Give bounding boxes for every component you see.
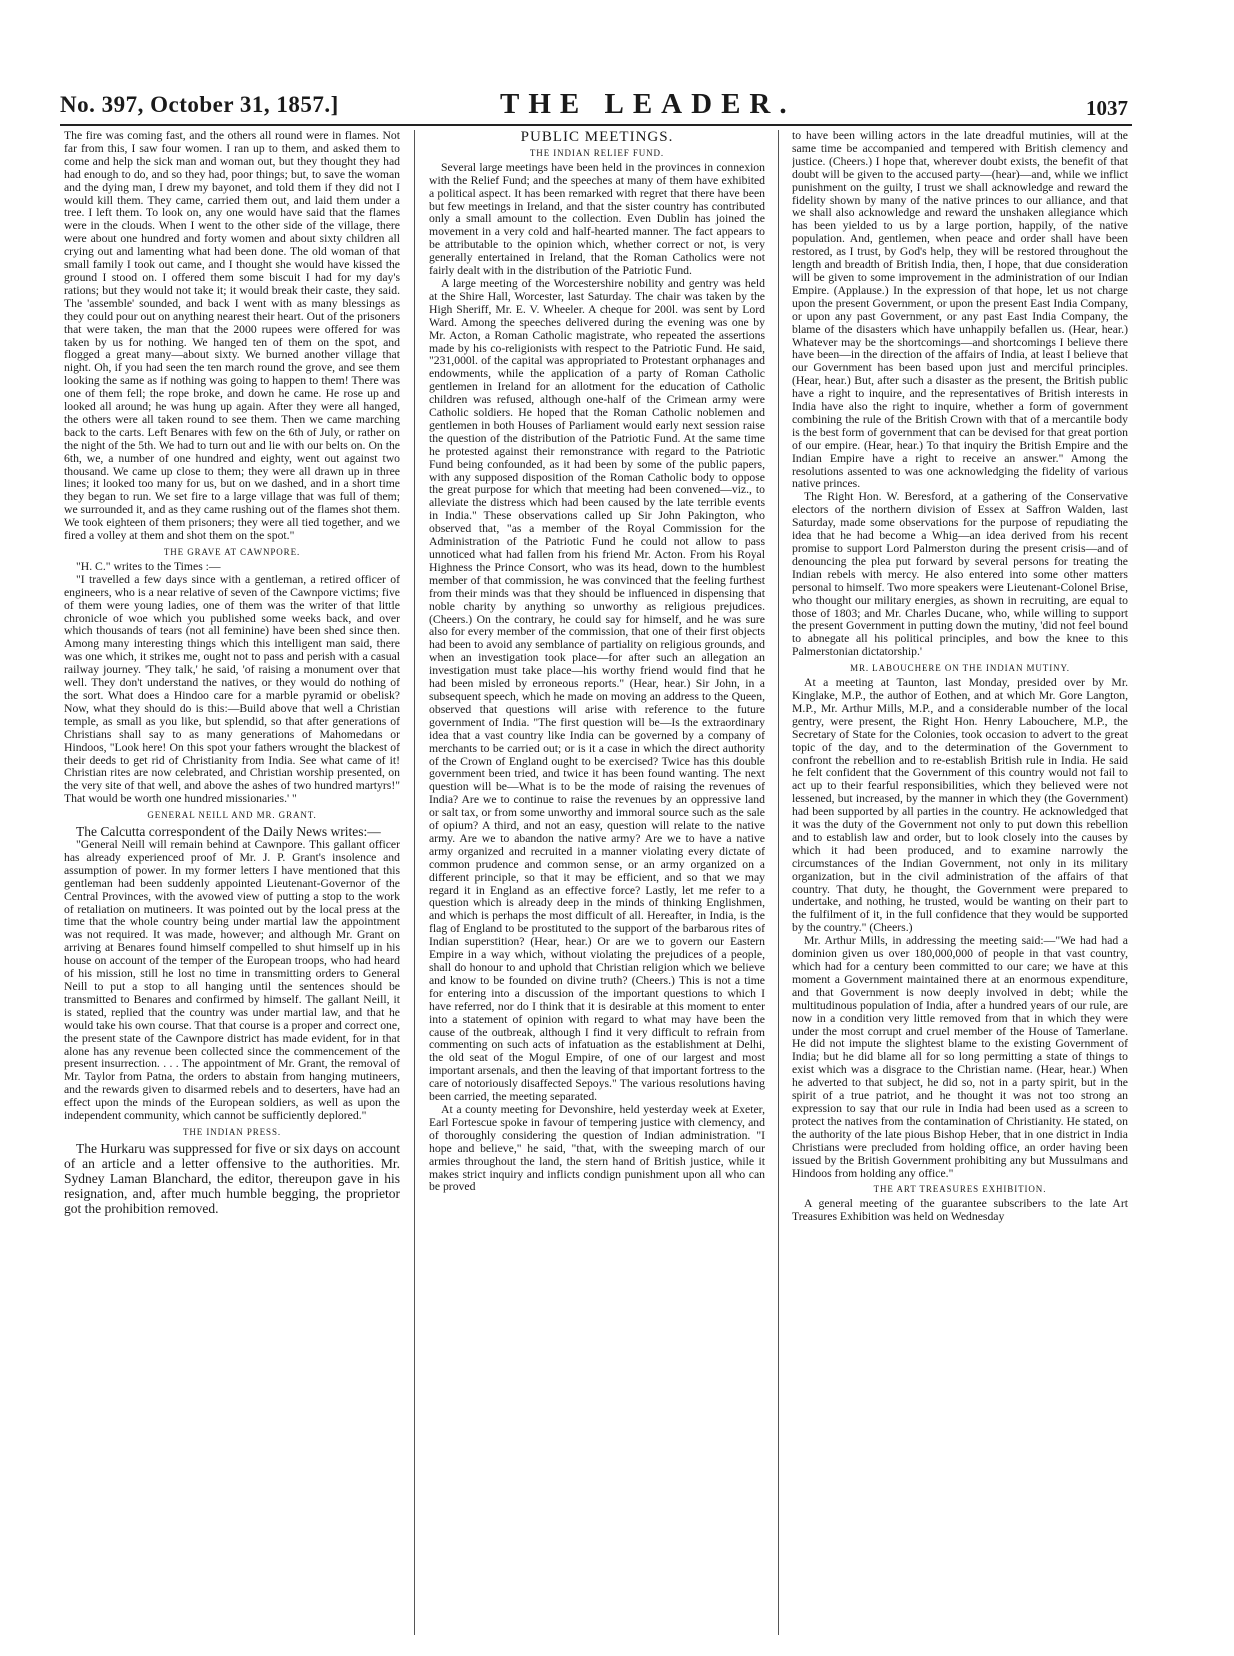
section-heading-relief-fund: THE INDIAN RELIEF FUND.: [529, 147, 665, 158]
section-heading-art-treasures: THE ART TREASURES EXHIBITION.: [873, 1184, 1047, 1195]
column-3: [792, 130, 1128, 1635]
section-heading-grave-cawnpore: THE GRAVE AT CAWNPORE.: [163, 547, 301, 557]
paragraph: "H. C." writes to the Times :—: [76, 559, 221, 573]
column-1: [64, 130, 400, 1635]
paragraph: "General Neill will remain behind at Cawnpore. This gallant officer has already experienced proof of Mr. J. P. Grant's insolence and assumption of power. In my former letters I have mentioned that this gentleman had been suddenly appointed Lieutenant-Governor of the Central Provinces, with the avowed view of putting a stop to the work of retaliation on mutineers. It was pointed out by the local press at the time that the whole country being under martial law the appointment was not required. It was made, however; and although Mr. Grant on arriving at Benares found himself compelled to shut himself up in his house on account of the temper of the European troops, who had heard of his mission, still he lost no time in transmitting orders to General Neill to put a stop to all hanging until the sentences should be transmitted to Benares and confirmed by himself. The gallant Neill, it is stated, replied that the country was under martial law, and that he would take his own course. That that course is a proper and correct one, the present state of the Cawnpore district has made evident, for in that alone has any revenue been collected since the commencement of the present insurrection. . . . The appointment of Mr. Grant, the removal of Mr. Taylor from Patna, the orders to abstain from hanging mutineers, and the rewards given to disarmed rebels and to deserters, have had an effect upon the minds of the European soldiers, as well as upon the independent community, which cannot be sufficiently deplored.": [64, 838, 400, 1123]
paragraph: The Calcutta correspondent of the Daily News writes:—: [76, 824, 381, 840]
paragraph: A general meeting of the guarantee subscribers to the late Art Treasures Exhibition was held on Wednesday: [792, 1197, 1128, 1224]
paragraph: A large meeting of the Worcestershire nobility and gentry was held at the Shire Hall, Worcester, last Saturday. The chair was taken by the High Sheriff, Mr. E. V. Wheeler. A cheque for 200l. was sent by Lord Ward. Among the speeches delivered during the evening was one by Mr. Acton, a Roman Catholic magistrate, who repeated the assertions made by his co-religionists with respect to the Patriotic Fund. He said, "231,000l. of the capital was appropriated to Protestant orphanages and endowments, while the application of a party of Roman Catholic gentlemen in Ireland for an allotment for the education of Catholic children was refused, although one-half of the Crimean army were Catholic soldiers. He hoped that the Roman Catholic noblemen and gentlemen in both Houses of Parliament would early next session raise the question of the distribution of the Patriotic Fund. At the same time he protested against their remonstrance with regard to the Patriotic Fund being confounded, as it had been by some of the public papers, with any supposed disposition of the Roman Catholic body to oppose the great purpose for which that meeting had been convened—viz., to alleviate the distress which had been caused by the late terrible events in India." These observations called up Sir John Pakington, who observed that, "as a member of the Royal Commission for the Administration of the Patriotic Fund he could not allow to pass unnoticed what had fallen from his friend Mr. Acton. From his Royal Highness the Prince Consort, who was its head, down to the humblest member of that commission, he was convinced that the feeling furthest from their minds was that they should be influenced in dispensing that noble charity by anything so unworthy as religious prejudices. (Cheers.) On the contrary, he could say for himself, and he was sure also for every member of the commission, that one of their first objects had been to avoid any semblance of partiality on religious grounds, and when an investigation took place—for after such an allegation an investigation must take place—his worthy friend would find that he had been misled by erroneous reports." (Hear, hear.) Sir John, in a subsequent speech, which he made on moving an address to the Queen, observed that questions will arise with reference to the future government of India. "The first question will be—Is the extraordinary idea that a vast country like India can be governed by a company of merchants to be carried out; or is it a case in which the direct authority of the Crown of England ought to be exercised? Twice has this double government been tried, and twice it has been found wanting. The next question will be—What is to be the mode of raising the revenues of India? Are we to continue to raise the revenues by an oppressive land or salt tax, or from some unworthy and immoral source such as the sale of opium? A third, and not an easy, question will relate to the native army. Are we to abandon the native army? Are we to have a native army organized and recruited in a manner violating every dictate of common prudence and common sense, or an army organized on a different principle, so that it may be efficient, and so that we may regard it in England as an effective force? Lastly, let me refer to a question which is already deep in the minds of thinking Englishmen, and which is perhaps the most difficult of all. Hereafter, in India, is the flag of England to be prostituted to the support of the barbarous rites of Indian superstition? (Hear, hear.) Or are we to govern our Eastern Empire in a way which, without violating the prejudices of a people, shall do honour to and uphold that Christian religion which we believe and know to be founded on divine truth? (Cheers.) This is not a time for entering into a discussion of the important questions to which I have referred, nor do I think that it is desirable at this moment to enter into a statement of opinion with regard to what may have been the cause of the outbreak, although I find it very difficult to refrain from commenting on such acts of infatuation as the establishment at Delhi, the old seat of the Mogul Empire, of one of our largest and most important arsenals, and then the leaving of that important fortress to the care of notoriously disaffected Sepoys." The various resolutions having been carried, the meeting separated.: [429, 276, 765, 1104]
article-title-public-meetings: PUBLIC MEETINGS.: [520, 130, 674, 145]
masthead: [60, 84, 1132, 126]
section-heading-indian-press: THE INDIAN PRESS.: [182, 1126, 282, 1137]
paragraph: At a county meeting for Devonshire, held yesterday week at Exeter, Earl Fortescue spoke in favour of tempering justice with clemency, and of thoroughly considering the question of Indian administration. "I hope and believe," he said, "that, with the sweeping march of our armies throughout the land, the stern hand of British justice, while it makes strict inquiry and inflicts condign punishment upon all who can be proved: [429, 1102, 765, 1194]
column-rule: [778, 130, 779, 1635]
issue-line: No. 397, October 31, 1857.]: [60, 92, 339, 117]
paragraph: The Hurkaru was suppressed for five or six days on account of an article and a letter offensive to the authorities. Mr. Sydney Laman Blanchard, the editor, thereupon gave in his resignation, and, after much humble begging, the proprietor got the prohibition removed.: [64, 1140, 400, 1216]
paragraph: At a meeting at Taunton, last Monday, presided over by Mr. Kinglake, M.P., the author of Eothen, and at which Mr. Gore Langton, M.P., Mr. Arthur Mills, M.P., and a considerable number of the local gentry, were present, the Right Hon. Henry Labouchere, M.P., the Secretary of State for the Colonies, took occasion to advert to the great topic of the day, and to the determination of the Government to confront the rebellion and to re-establish British rule in India. He said he felt confident that the Government of this country would not fail to act up to their fearful responsibilities, which they believed were not lessened, but increased, by the manner in which they (the Government) had been supported by all parties in the country. He acknowledged that it was the duty of the Government not only to put down this rebellion and to establish law and order, but to look closely into the causes by which it had been produced, and to examine narrowly the circumstances of the Indian Government, not only in its military organization, but in the civil administration of the affairs of that country. That duty, he thought, the Government were prepared to undertake, and nothing, he trusted, would be wanting on their part to the fulfilment of it, in the full confidence that they would be supported by the country." (Cheers.): [792, 676, 1128, 935]
section-heading-neill-grant: GENERAL NEILL AND MR. GRANT.: [147, 810, 317, 821]
paragraph: Several large meetings have been held in the provinces in connexion with the Relief Fund; and the speeches at many of them have exhibited a political aspect. It has been remarked with regret that there have been but few meetings in Ireland, and that the sister country has contributed only a small amount to the collection. Even Dublin has joined the movement in a very cold and half-hearted manner. The fact appears to be attributable to the opinion which, whether correct or not, is very generally entertained in Ireland, that the Roman Catholics were not fairly dealt with in the distribution of the Patriotic Fund.: [429, 160, 765, 278]
page-number: 1037: [1086, 96, 1128, 120]
paragraph: The Right Hon. W. Beresford, at a gathering of the Conservative electors of the northern division of Essex at Saffron Walden, last Saturday, made some observations for the purpose of repudiating the idea that he had become a Whig—an idea derived from his recent promise to support Lord Palmerston during the present crisis—and of denouncing the plea put forward by several persons for treating the Indian rebels with mercy. He also entered into some other matters personal to himself. Two more speakers were Lieutenant-Colonel Brise, who thought our military energies, as shown in recruiting, are equal to those of 1803; and Mr. Charles Ducane, who, while willing to support the present Government in putting down the mutiny, 'did not feel bound to abnegate all his political principles, and bow the knee to this Palmerstonian dictatorship.': [792, 490, 1128, 659]
letter-continuation: The fire was coming fast, and the others all round were in flames. Not far from this, I saw four women. I ran up to them, and asked them to come and help the sick man and woman out, but they thought they had had enough to do, and so they had, poor things; but, to save the woman and the dying man, I drew my bayonet, and told them if they did not I would kill them. They came, carried them out, and laid them under a tree. I left them. To look on, any one would have said that the flames were in the clouds. When I went to the other side of the village, there were about one hundred and forty women and about sixty children all crying out and lamenting what had been done. The old woman of that small family I took out came, and I thought she would have kissed the ground I stood on. I offered them some biscuit I had for my day's rations; but they would not take it; it would break their caste, they said. The 'assemble' sounded, and back I went with as many blessings as they could pour out on anything nearest their heart. Out of the prisoners that were taken, the man that the 2000 rupees were offered for was taken by us for nothing. We hanged ten of them on the spot, and flogged a great many—about sixty. We burned another village that night. Oh, if you had seen the ten march round the grove, and see them looking the same as if nothing was going to happen to them! There was one of them fell; the rope broke, and down he came. He rose up and looked all around; he was hung up again. After they were all hanged, the others were all taken round to see them. Then we came marching back to the carts. Left Benares with few on the 6th of July, or rather on the night of the 5th. We had to turn out and lie with our belts on. On the 6th, we, a number of one hundred and eighty, went out against two thousand. We came up close to them; they were all drawn up in three lines; it looked too many for us, but on we dashed, and in a short time they began to run. We set fire to a large village that was full of them; we surrounded it, and as they came rushing out of the flames shot them. We took eighteen of them prisoners; they were all tied together, and we fired a volley at them and shot them on the spot.": [64, 130, 400, 543]
paragraph: Mr. Arthur Mills, in addressing the meeting said:—"We had had a dominion given us over 180,000,000 of people in that vast country, which had for a century been committed to our care; we have at this moment a Government maintained there at an enormous expenditure, and that Government is now deeply involved in debt; while the multitudinous population of India, after a hundred years of our rule, are now in a condition very little removed from that in which they were under the most corrupt and cruel member of the House of Tamerlane. He did not impute the slightest blame to the existing Government of India; but he did blame all for so long permitting a state of things to exist which was a disgrace to the Christian name. (Hear, hear.) When he adverted to that subject, he did so, not in a party spirit, but in the spirit of a true patriot, and he thought it was not too strong an expression to say that our rule in India had been used as a screen to protect the natives from the contamination of Christianity. He stated, on the authority of the late pious Bishop Heber, that in one district in India Christians were precluded from holding office, an order having been issued by the British Government prohibiting any but Mussulmans and Hindoos from holding any office.": [792, 934, 1128, 1180]
section-heading-labouchere: MR. LABOUCHERE ON THE INDIAN MUTINY.: [850, 663, 1070, 674]
paragraph: to have been willing actors in the late dreadful mutinies, will at the same time be accompanied and tempered with British clemency and justice. (Cheers.) I hope that, wherever doubt exists, the benefit of that doubt will be given to the accused party—(hear)—and, while we inflict punishment on the guilty, I trust we shall acknowledge and reward the fidelity shown by many of the native princes to our alliance, and that we shall also acknowledge and reward the unshaken allegiance which has been yielded to us by a large portion, happily, of the native population. And, gentlemen, when peace and order shall have been restored, as I trust, by God's help, they will be restored throughout the length and breadth of British India, then, I hope, that due consideration will be given to some improvement in the administration of our Indian Empire. (Applause.) In the expression of that hope, let us not charge upon the present Government, or upon the present East India Company, or upon any past Government, or any past East India Company, the blame of the disasters which have unhappily befallen us. (Hear, hear.) Whatever may be the shortcomings—and shortcomings I believe there have been—in the direction of the affairs of India, at least I believe that our Government has been based upon just and merciful principles. (Hear, hear.) But, after such a disaster as the present, the British public have a right to inquire, and the representatives of British interests in India have also the right to inquire, whether a form of government combining the rule of the British Crown with that of a mercantile body is the best form of government that can be devised for that great portion of our empire. (Hear, hear.) To that inquiry the British Empire and the Indian Empire have a right to receive an answer." Among the resolutions assented to was one acknowledging the fidelity of various native princes.: [792, 130, 1128, 491]
newspaper-title: THE LEADER.: [500, 88, 796, 120]
paragraph: "I travelled a few days since with a gentleman, a retired officer of engineers, who is a near relative of seven of the Cawnpore victims; five of them were young ladies, one of them was the writer of that little chronicle of woe which you published some weeks back, and over which thousands of tears (not all feminine) have been shed since then. Among many interesting things which this intelligent man said, there was one which, it strikes me, ought not to pass and perish with a casual railway journey. 'They talk,' he said, 'of raising a monument over that well. They don't understand the natives, or they would do nothing of the sort. What does a Hindoo care for a marble pyramid or obelisk? Now, what they should do is this:—Build above that well a Christian temple, as small as you like, but splendid, so that after generations of Christians shall say to as many generations of Mahomedans or Hindoos, "Look here! On this spot your fathers wrought the blackest of their deeds to get rid of Christianity from India. See what came of it! Christian rites are now celebrated, and Christian worship presented, on the very site of that well, and above the ashes of two hundred martyrs!" That would be worth one hundred missionaries.' ": [64, 572, 400, 806]
column-2: [429, 130, 765, 1635]
column-rule: [414, 130, 415, 1635]
